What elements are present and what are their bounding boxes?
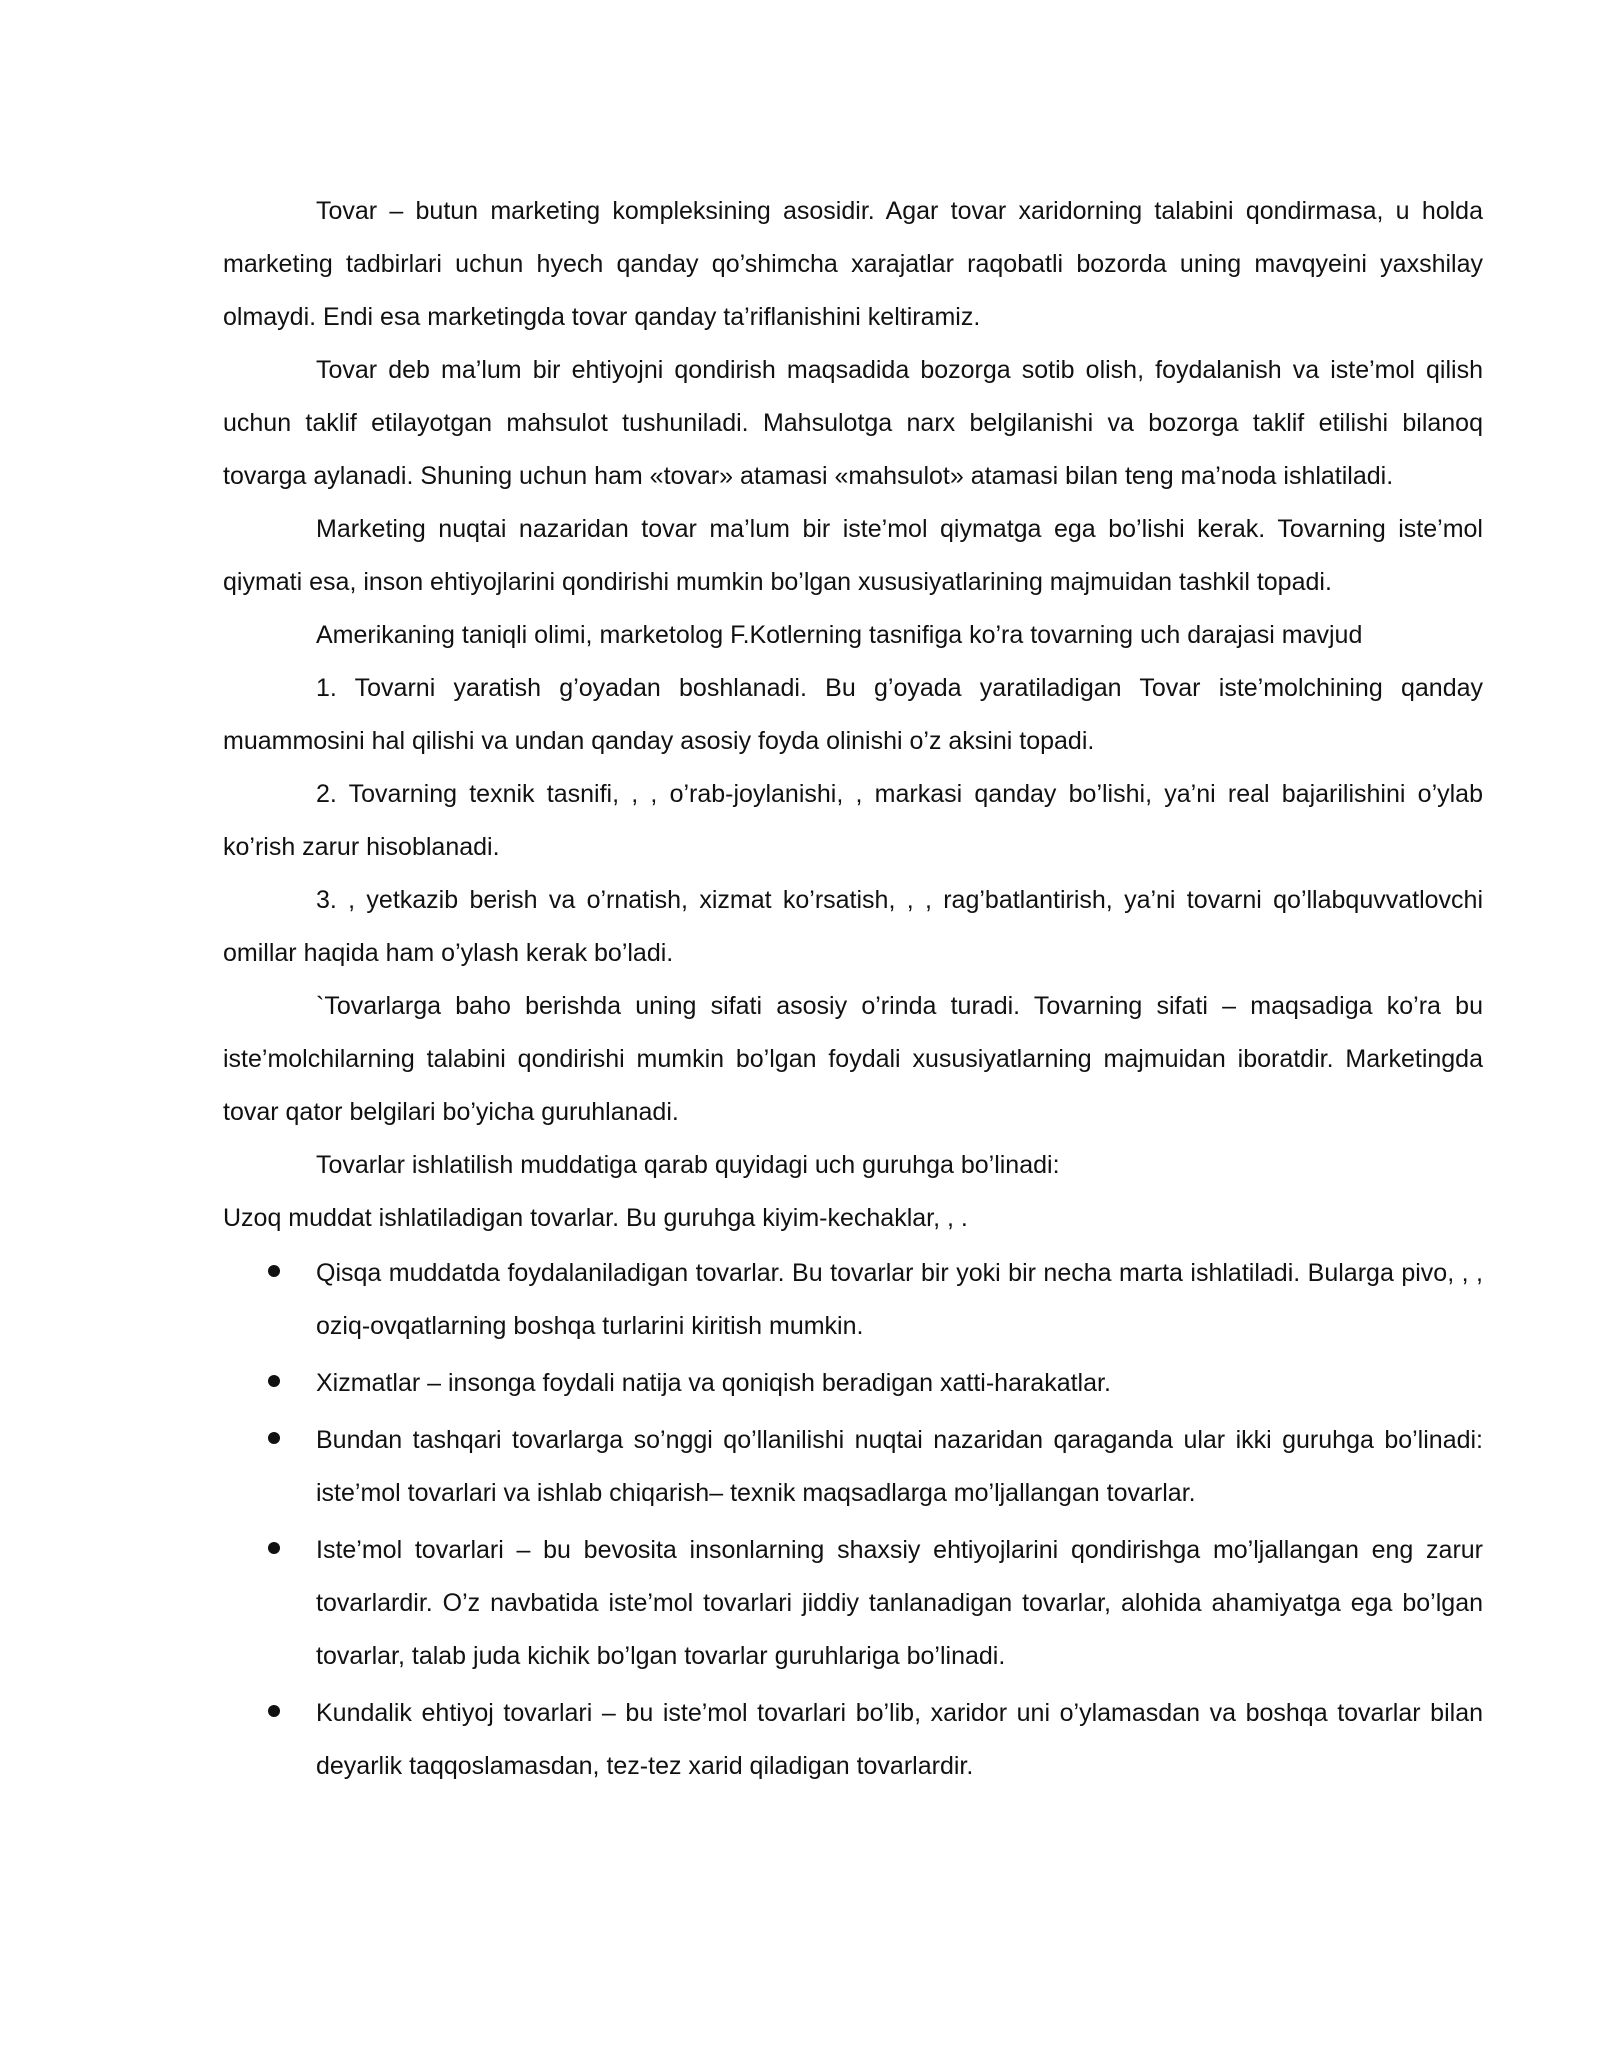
bullet-icon — [268, 1375, 280, 1387]
paragraph-consumer-value: Marketing nuqtai nazaridan tovar ma’lum bir iste’mol qiymatga ega bo’lishi kerak. Tovarning iste’mol qiymati esa, inson ehtiyojlarini qondirishi mumkin bo’lgan xususiyatlarining majmuidan tashkil topadi. — [223, 515, 1483, 596]
list-item-text: Bundan tashqari tovarlarga so’nggi qo’llanilishi nuqtai nazaridan qaraganda ular ikki guruhga bo’linadi: iste’mol tovarlari va ishlab chiqarish– texnik maqsadlarga mo’ljallangan tovarlar. — [316, 1426, 1483, 1507]
list-item — [223, 1357, 1483, 1410]
paragraph-level-3: 3. , yetkazib berish va o’rnatish, xizmat ko’rsatish, , , rag’batlantirish, ya’ni tovarni qo’llabquvvatlovchi omillar haqida ham o’ylash kerak bo’ladi. — [223, 886, 1483, 967]
list-item — [223, 1687, 1483, 1793]
list-item-text: Kundalik ehtiyoj tovarlari – bu iste’mol tovarlari bo’lib, xaridor uni o’ylamasdan va boshqa tovarlar bilan deyarlik taqqoslamasdan, tez-tez xarid qiladigan tovarlardir. — [316, 1699, 1483, 1780]
paragraph-level-1: 1. Tovarni yaratish g’oyadan boshlanadi. Bu g’oyada yaratiladigan Tovar iste’molchining qanday muammosini hal qilishi va undan qanday asosiy foyda olinishi o’z aksini topadi. — [223, 674, 1483, 755]
bullet-icon — [268, 1705, 280, 1717]
bullet-icon — [268, 1265, 280, 1277]
paragraph-usage-groups: Tovarlar ishlatilish muddatiga qarab quyidagi uch guruhga bo’linadi: — [316, 1151, 1060, 1179]
list-item-text: Iste’mol tovarlari – bu bevosita insonlarning shaxsiy ehtiyojlarini qondirishga mo’ljallangan eng zarur tovarlardir. O’z navbatida iste’mol tovarlari jiddiy tanlanadigan tovarlar, alohida ahamiyatga ega bo’lgan tovarlar, talab juda kichik bo’lgan tovarlar guruhlariga bo’linadi. — [316, 1536, 1483, 1670]
list-item — [223, 1414, 1483, 1520]
document-page — [223, 185, 1483, 1797]
list-item — [223, 1247, 1483, 1353]
paragraph-tovar-intro: Tovar – butun marketing kompleksining asosidir. Agar tovar xaridorning talabini qondirmasa, u holda marketing tadbirlari uchun hyech qanday qo’shimcha xarajatlar raqobatli bozorda uning mavqyeini yaxshilay olmaydi. Endi esa marketingda tovar qanday ta’riflanishini keltiramiz. — [223, 197, 1483, 331]
paragraph-level-2: 2. Tovarning texnik tasnifi, , , o’rab-joylanishi, , markasi qanday bo’lishi, ya’ni real bajarilishini o’ylab ko’rish zarur hisoblanadi. — [223, 780, 1483, 861]
paragraph-tovar-definition: Tovar deb ma’lum bir ehtiyojni qondirish maqsadida bozorga sotib olish, foydalanish va iste’mol qilish uchun taklif etilayotgan mahsulot tushuniladi. Mahsulotga narx belgilanishi va bozorga taklif etilishi bilanoq tovarga aylanadi. Shuning uchun ham «tovar» atamasi «mahsulot» atamasi bilan teng ma’noda ishlatiladi. — [223, 356, 1483, 490]
bullet-list — [223, 1247, 1483, 1793]
paragraph-kotler-levels: Amerikaning taniqli olimi, marketolog F.Kotlerning tasnifiga ko’ra tovarning uch darajasi mavjud — [316, 621, 1363, 649]
list-item-text: Xizmatlar – insonga foydali natija va qoniqish beradigan xatti-harakatlar. — [316, 1369, 1111, 1397]
list-item-text: Qisqa muddatda foydalaniladigan tovarlar. Bu tovarlar bir yoki bir necha marta ishlatiladi. Bularga pivo, , , oziq-ovqatlarning boshqa turlarini kiritish mumkin. — [316, 1259, 1483, 1340]
paragraph-long-term-goods: Uzoq muddat ishlatiladigan tovarlar. Bu guruhga kiyim-kechaklar, , . — [223, 1204, 968, 1232]
list-item — [223, 1524, 1483, 1683]
bullet-icon — [268, 1542, 280, 1554]
bullet-icon — [268, 1432, 280, 1444]
paragraph-quality: `Tovarlarga baho berishda uning sifati asosiy o’rinda turadi. Tovarning sifati – maqsadiga ko’ra bu iste’molchilarning talabini qondirishi mumkin bo’lgan foydali xususiyatlarning majmuidan iboratdir. Marketingda tovar qator belgilari bo’yicha guruhlanadi. — [223, 992, 1483, 1126]
